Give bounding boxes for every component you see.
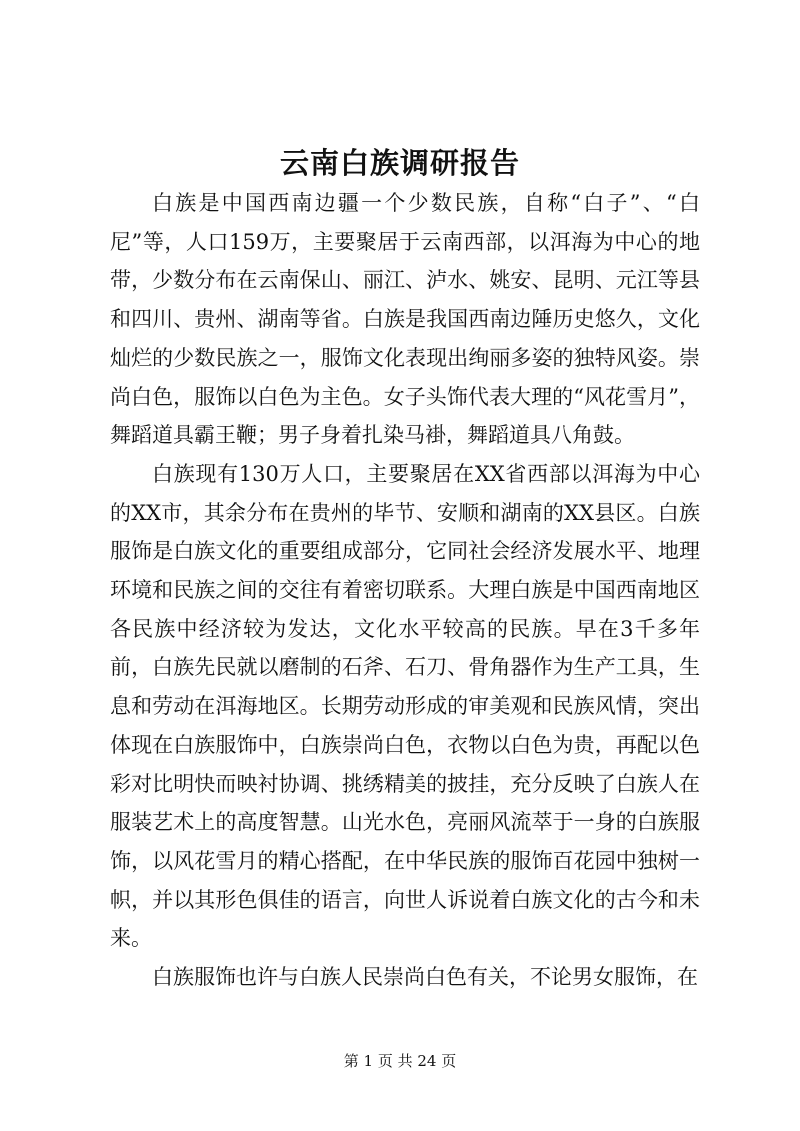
paragraph: 白族是中国西南边疆一个少数民族，自称“白子”、“白尼”等，人口159万，主要聚居于云南西部，以洱海为中心的地带，少数分布在云南保山、丽江、泸水、姚安、昆明、元江等县和四川、贵州、湖南等省。白族是我国西南边陲历史悠久，文化灿烂的少数民族之一，服饰文化表现出绚丽多姿的独特风姿。崇尚白色，服饰以白色为主色。女子头饰代表大理的“风花雪月”，舞蹈道具霸王鞭；男子身着扎染马褂，舞蹈道具八角鼓。 <box>110 191 700 448</box>
document-title: 云南白族调研报告 <box>279 146 520 180</box>
page-number-footer: 第 1 页 共 24 页 <box>343 1052 457 1070</box>
paragraph: 白族服饰也许与白族人民崇尚白色有关，不论男女服饰，在 <box>152 965 698 990</box>
paragraph: 白族现有130万人口，主要聚居在XX省西部以洱海为中心的XX市，其余分布在贵州的毕节、安顺和湖南的XX县区。白族服饰是白族文化的重要组成部分，它同社会经济发展水平、地理环境和民族之间的交往有着密切联系。大理白族是中国西南地区各民族中经济较为发达，文化水平较高的民族。早在3千多年前，白族先民就以磨制的石斧、石刀、骨角器作为生产工具，生息和劳动在洱海地区。长期劳动形成的审美观和民族风情，突出体现在白族服饰中，白族崇尚白色，衣物以白色为贵，再配以色彩对比明快而映衬协调、挑绣精美的披挂，充分反映了白族人在服装艺术上的高度智慧。山光水色，亮丽风流萃于一身的白族服饰，以风花雪月的精心搭配，在中华民族的服饰百花园中独树一帜，并以其形色俱佳的语言，向世人诉说着白族文化的古今和未来。 <box>110 461 700 951</box>
document-body <box>110 184 700 997</box>
